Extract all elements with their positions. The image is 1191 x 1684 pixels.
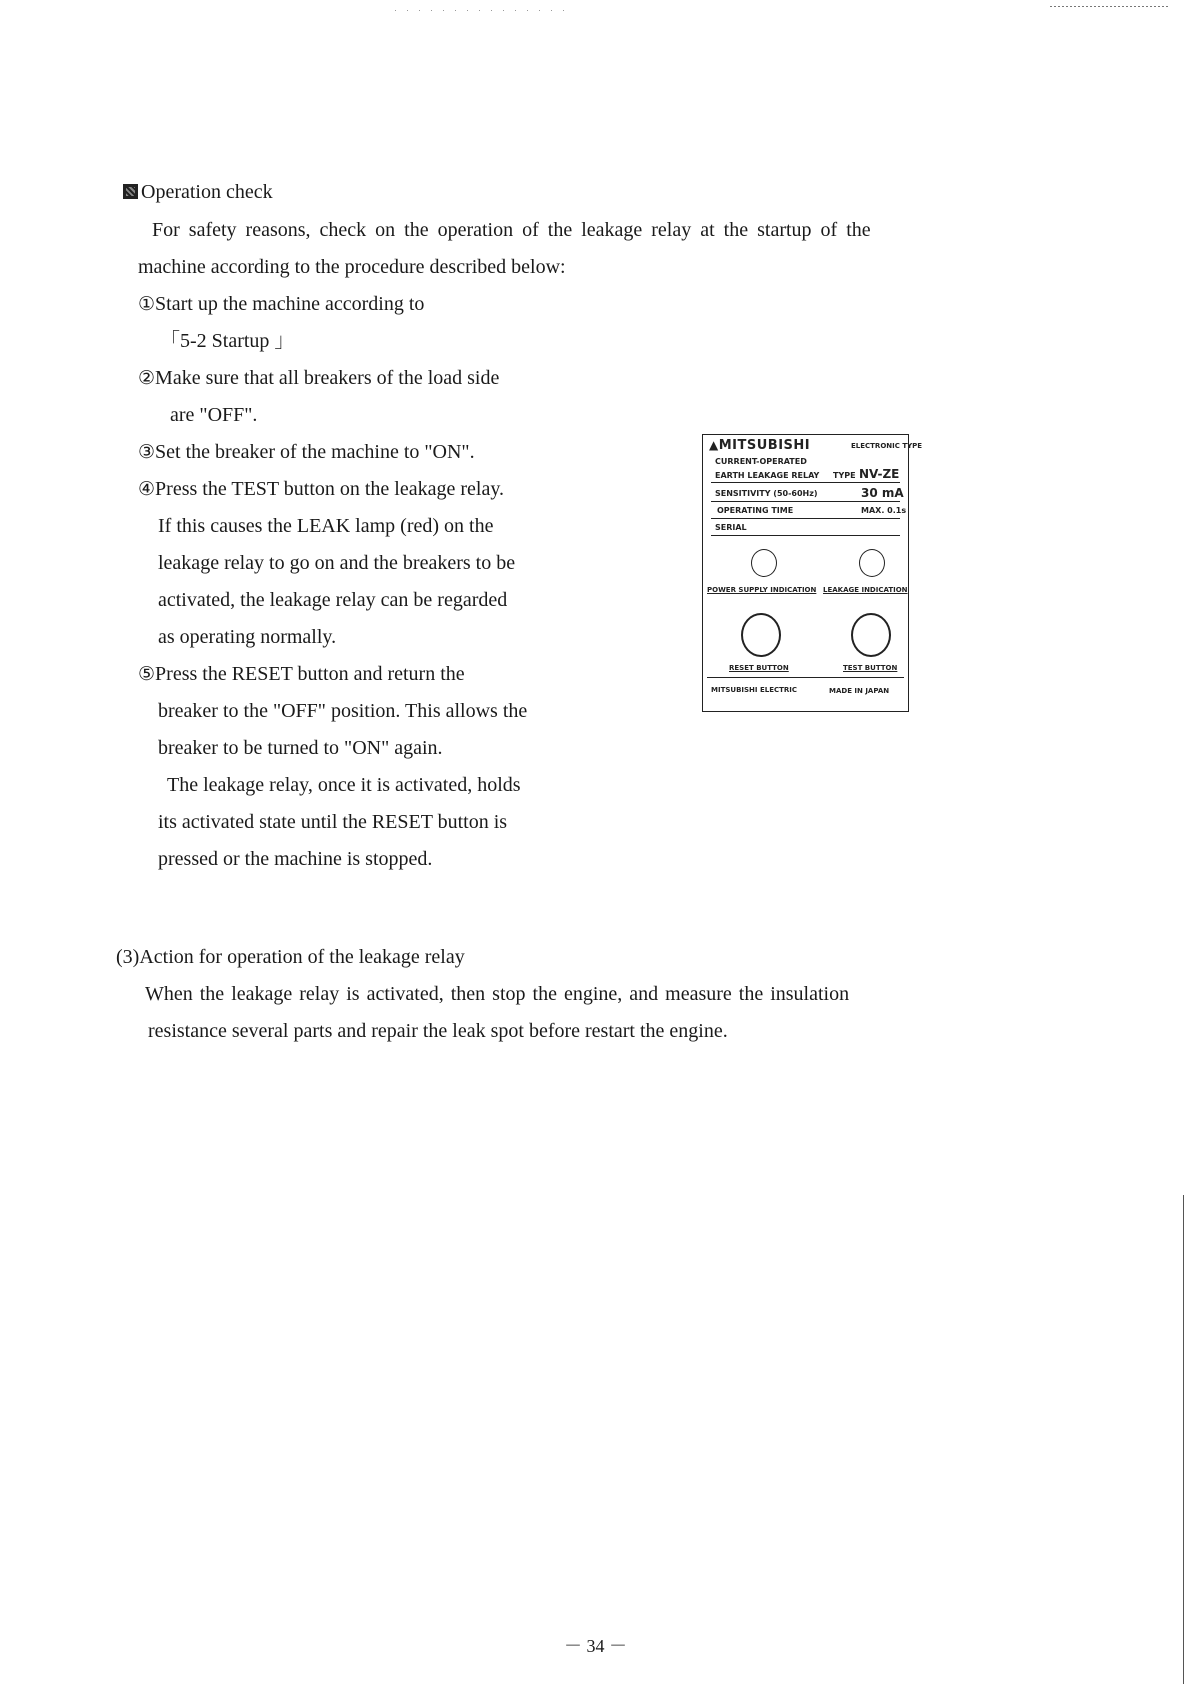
step-4-mark: ④ <box>138 478 156 500</box>
step-1-line-2: 「5-2 Startup 」 <box>160 330 295 352</box>
relay-divider-1 <box>711 482 900 483</box>
relay-type-value: NV-ZE <box>859 467 900 481</box>
power-supply-indication-label: POWER SUPPLY INDICATION <box>707 586 817 594</box>
relay-earth-leakage: EARTH LEAKAGE RELAY <box>715 471 820 480</box>
step-2-line-2: are "OFF". <box>170 404 258 426</box>
relay-sensitivity-value: 30 mA <box>861 486 904 500</box>
step-2-mark: ② <box>138 367 156 389</box>
step-5-line-3: breaker to be turned to "ON" again. <box>158 737 443 759</box>
relay-divider-3 <box>711 518 900 519</box>
relay-sensitivity-label: SENSITIVITY (50-60Hz) <box>715 489 818 498</box>
relay-brand: ▲MITSUBISHI <box>709 438 811 453</box>
relay-type-prefix: TYPE <box>833 471 856 480</box>
step-3-line-1: ③Set the breaker of the machine to "ON". <box>138 441 475 463</box>
step-5-line-5: its activated state until the RESET button is <box>158 811 508 833</box>
leakage-relay-faceplate <box>702 434 923 712</box>
relay-serial-label: SERIAL <box>715 523 747 532</box>
test-button-graphic <box>851 613 891 657</box>
step-5-mark: ⑤ <box>138 663 156 685</box>
step-2-line-1: ②Make sure that all breakers of the load side <box>138 367 500 389</box>
leakage-indication-label: LEAKAGE INDICATION <box>823 586 908 594</box>
step-5-line-2: breaker to the "OFF" position. This allows the <box>158 700 528 722</box>
intro-line-2: machine according to the procedure described below: <box>138 256 566 278</box>
step-1-line-1: ①Start up the machine according to <box>138 293 425 315</box>
section-bullet-icon <box>123 184 138 199</box>
step-4-line-5: as operating normally. <box>158 626 337 648</box>
action-line-2: resistance several parts and repair the leak spot before restart the engine. <box>148 1020 728 1042</box>
step-4-line-1: ④Press the TEST button on the leakage relay. <box>138 478 505 500</box>
action-heading: (3)Action for operation of the leakage relay <box>116 946 465 968</box>
intro-line-1: For safety reasons, check on the operation of the leakage relay at the startup of the <box>152 219 871 241</box>
section-heading: Operation check <box>123 180 273 204</box>
scan-edge-dots <box>1050 6 1170 7</box>
relay-operating-time-value: MAX. 0.1s <box>861 506 907 515</box>
relay-operating-time-label: OPERATING TIME <box>717 506 794 515</box>
step-4-line-3: leakage relay to go on and the breakers to be <box>158 552 516 574</box>
step-5-line-1: ⑤Press the RESET button and return the <box>138 663 465 685</box>
relay-divider-2 <box>711 501 900 502</box>
leakage-lamp <box>859 549 885 577</box>
step-5-line-6: pressed or the machine is stopped. <box>158 848 433 870</box>
relay-made-in: MADE IN JAPAN <box>829 687 890 695</box>
page-number: － 34 － <box>564 1636 627 1656</box>
step-3-mark: ③ <box>138 441 156 463</box>
power-supply-lamp <box>751 549 777 577</box>
scan-top-dots <box>395 10 575 11</box>
relay-divider-4 <box>711 535 900 536</box>
step-4-line-2: If this causes the LEAK lamp (red) on the <box>158 515 494 537</box>
relay-divider-5 <box>707 677 904 678</box>
reset-button-graphic <box>741 613 781 657</box>
action-line-1: When the leakage relay is activated, then stop the engine, and measure the insulation <box>145 983 850 1005</box>
step-4-line-4: activated, the leakage relay can be regarded <box>158 589 508 611</box>
test-button-label: TEST BUTTON <box>843 664 898 672</box>
mitsubishi-logo-icon: ▲ <box>709 438 719 452</box>
relay-maker: MITSUBISHI ELECTRIC <box>711 686 798 694</box>
step-1-mark: ① <box>138 293 156 315</box>
relay-electronic-type: ELECTRONIC TYPE <box>851 442 923 450</box>
relay-current-operated: CURRENT-OPERATED <box>715 457 807 466</box>
reset-button-label: RESET BUTTON <box>729 664 789 672</box>
step-5-line-4: The leakage relay, once it is activated, holds <box>167 774 521 796</box>
scan-edge-line <box>1183 1195 1184 1684</box>
